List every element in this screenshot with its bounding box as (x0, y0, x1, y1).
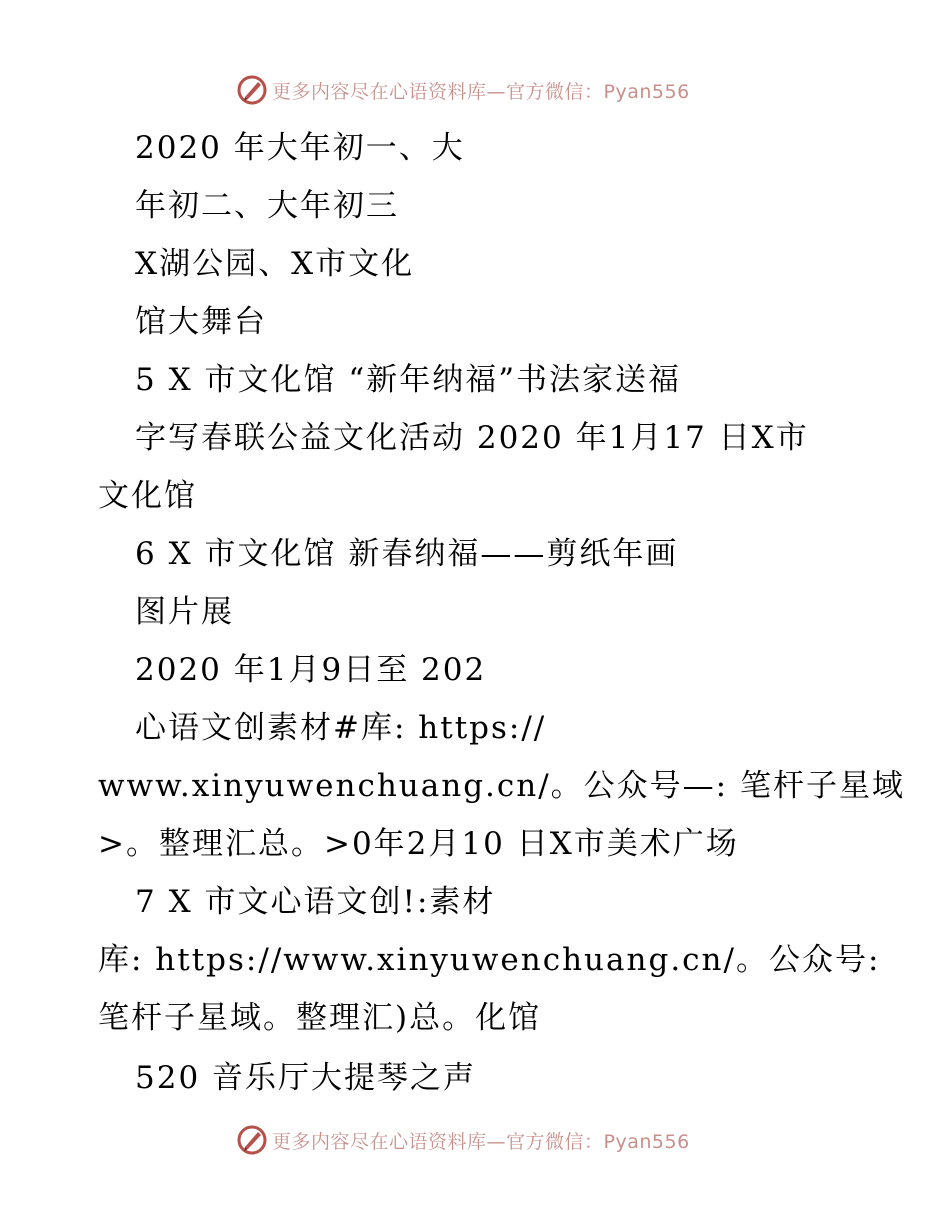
text-line: >。整理汇总。>0年2月10 日X市美术广场 (98, 826, 739, 862)
text-line: 字写春联公益文化活动 2020 年1月17 日X市 (135, 420, 809, 456)
text-line: 6 X 市文化馆 新春纳福——剪纸年画 (135, 536, 679, 572)
text-line: X湖公园、X市文化 (135, 246, 415, 282)
text-line: 2020 年1月9日至 202 (135, 652, 487, 688)
watermark-text: 更多内容尽在心语资料库—官方微信：Pyan556 (272, 80, 690, 103)
text-line: 心语文创素材#库: https:// (135, 710, 547, 746)
text-line: 库: https://www.xinyuwenchuang.cn/。公众号: (98, 942, 881, 978)
pen-logo-icon (236, 1124, 268, 1156)
text-line: 文化馆 (98, 478, 197, 514)
text-line: 笔杆子星域。整理汇)总。化馆 (98, 1000, 542, 1036)
text-line: 年初二、大年初三 (135, 188, 399, 224)
text-line: 520 音乐厅大提琴之声 (135, 1060, 477, 1096)
text-line: 2020 年大年初一、大 (135, 130, 465, 166)
footer-watermark (236, 1122, 716, 1158)
text-line: 图片展 (135, 594, 234, 630)
pen-logo-icon (236, 74, 268, 106)
text-line: 馆大舞台 (135, 304, 267, 340)
text-line: www.xinyuwenchuang.cn/。公众号—: 笔杆子星域 (98, 768, 905, 804)
watermark-text: 更多内容尽在心语资料库—官方微信：Pyan556 (272, 1130, 690, 1153)
header-watermark (236, 72, 716, 108)
text-line: 7 X 市文心语文创!:素材 (135, 884, 496, 920)
text-line: 5 X 市文化馆 “新年纳福”书法家送福 (135, 362, 682, 398)
